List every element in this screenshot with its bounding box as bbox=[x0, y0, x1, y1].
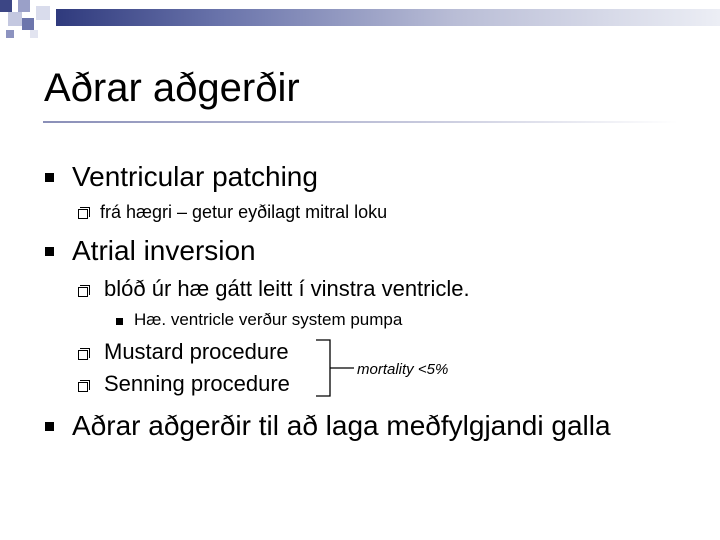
bullet-square-icon bbox=[45, 247, 54, 256]
deco-square bbox=[6, 30, 14, 38]
mortality-annotation: mortality <5% bbox=[357, 361, 449, 378]
sub-sub-bullet-hae-ventricle: Hæ. ventricle verður system pumpa bbox=[134, 310, 403, 329]
header-gradient-bar bbox=[56, 9, 720, 26]
bullet-small-square-icon bbox=[116, 318, 123, 325]
deco-square bbox=[0, 0, 12, 12]
sub-bullet-fra-haegri: frá hægri – getur eyðilagt mitral loku bbox=[100, 202, 388, 222]
deco-square bbox=[36, 6, 50, 20]
bullet-ventricular-patching: Ventricular patching bbox=[72, 161, 318, 192]
bullet-box-icon bbox=[78, 382, 88, 392]
header-decoration bbox=[0, 0, 720, 40]
bullet-square-icon bbox=[45, 422, 54, 431]
sub-bullet-mustard: Mustard procedure bbox=[104, 339, 289, 364]
bullet-box-icon bbox=[78, 209, 88, 219]
deco-square bbox=[8, 12, 22, 26]
sub-bullet-blod: blóð úr hæ gátt leitt í vinstra ventricle. bbox=[104, 276, 470, 301]
bullet-square-icon bbox=[45, 173, 54, 182]
deco-square bbox=[22, 18, 34, 30]
bullet-box-icon bbox=[78, 287, 88, 297]
bullet-box-icon bbox=[78, 350, 88, 360]
sub-bullet-senning: Senning procedure bbox=[104, 371, 290, 396]
slide-title: Aðrar aðgerðir bbox=[44, 66, 300, 110]
deco-square bbox=[18, 0, 30, 12]
title-underline bbox=[43, 121, 678, 123]
bullet-adrar-adgerdir: Aðrar aðgerðir til að laga meðfylgjandi galla bbox=[72, 410, 611, 441]
bullet-atrial-inversion: Atrial inversion bbox=[72, 235, 256, 266]
deco-square bbox=[30, 30, 38, 38]
